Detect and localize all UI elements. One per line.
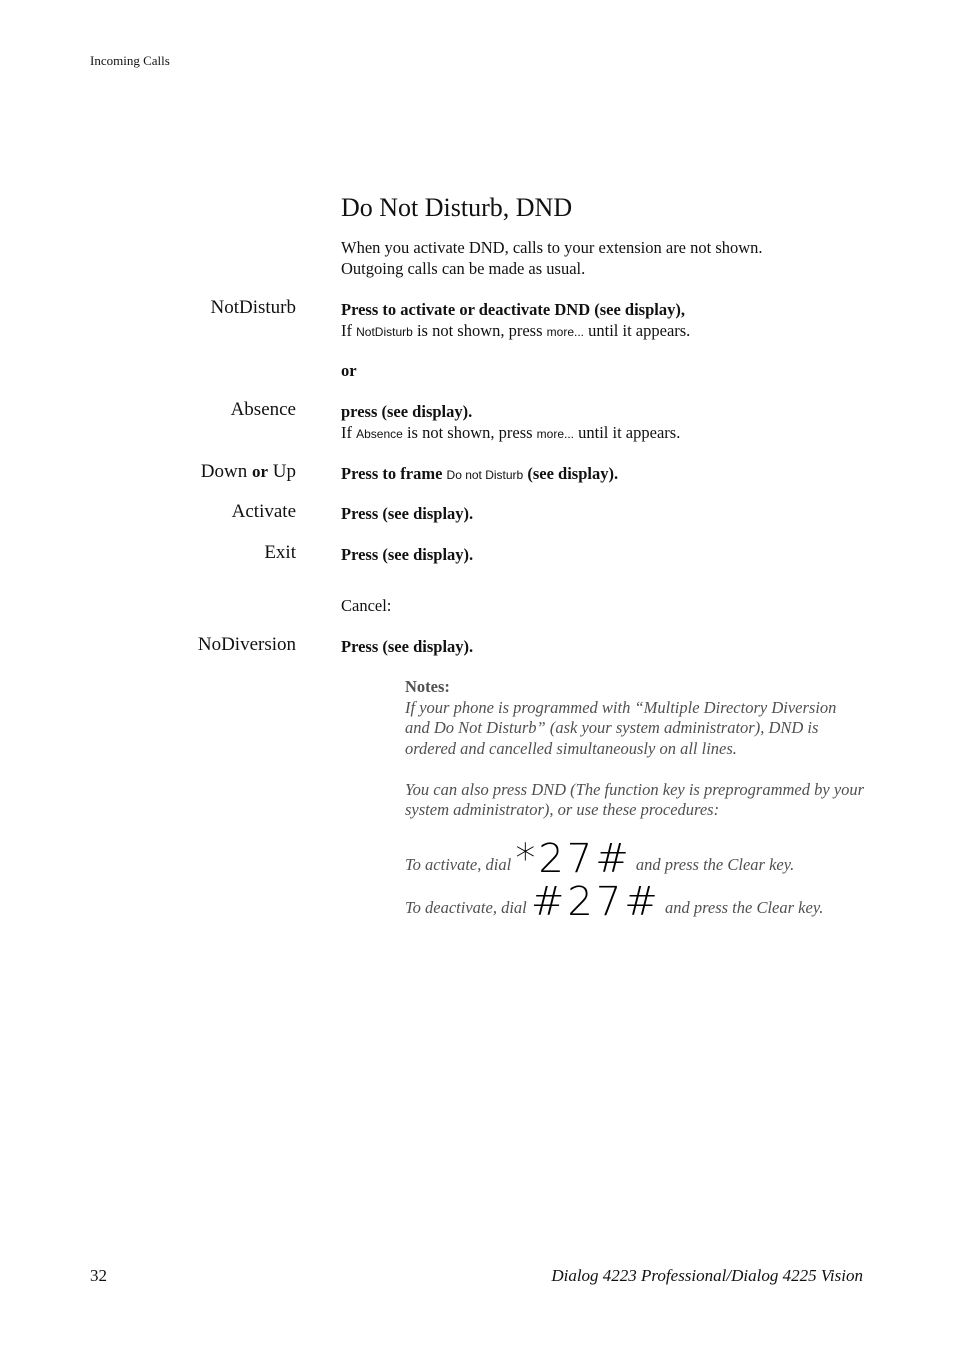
step-absence-hint	[341, 422, 680, 445]
key-activate: Activate	[231, 501, 296, 522]
key-notdisturb: NotDisturb	[210, 297, 296, 318]
hint-suffix: until it appears.	[588, 321, 691, 340]
page-number: 32	[90, 1266, 107, 1285]
display-text-more: more...	[546, 325, 584, 339]
cancel-label: Cancel:	[341, 596, 392, 615]
or-separator: or	[341, 361, 357, 380]
hint-suffix: until it appears.	[578, 423, 681, 442]
hint-middle: is not shown, press	[416, 321, 543, 340]
intro-line-2: Outgoing calls can be made as usual.	[341, 258, 586, 278]
hint-middle: is not shown, press	[406, 423, 533, 442]
running-header: Incoming Calls	[90, 53, 170, 68]
hint-prefix: If	[341, 321, 352, 340]
step-notdisturb	[341, 299, 690, 343]
step-absence-instruction: press (see display).	[341, 402, 473, 421]
code-activate: *27#	[515, 836, 632, 882]
dial-activate-prefix: To activate, dial	[405, 855, 512, 874]
key-down: Down	[200, 461, 248, 482]
intro-text	[341, 238, 763, 279]
dial-deactivate	[405, 879, 823, 925]
step-activate-instruction: Press (see display).	[341, 504, 474, 523]
hint-prefix: If	[341, 423, 352, 442]
notes-block	[405, 677, 865, 821]
key-exit: Exit	[264, 542, 296, 563]
display-text-notdisturb: NotDisturb	[356, 325, 413, 339]
key-down-or-up	[201, 461, 296, 483]
intro-line-1: When you activate DND, calls to your extension are not shown.	[341, 238, 763, 257]
dial-deactivate-suffix: and press the Clear key.	[664, 898, 824, 917]
dial-deactivate-prefix: To deactivate, dial	[405, 898, 527, 917]
notes-heading: Notes:	[405, 677, 450, 696]
display-text-absence: Absence	[356, 427, 403, 441]
key-up: Up	[272, 461, 296, 482]
section-title: Do Not Disturb, DND	[341, 193, 573, 222]
key-nodiversion: NoDiversion	[197, 634, 296, 655]
dial-activate-suffix: and press the Clear key.	[635, 855, 795, 874]
display-text-more: more...	[536, 427, 575, 441]
step-notdisturb-instruction: Press to activate or deactivate DND (see display),	[341, 300, 685, 319]
step-downup-suffix: (see display).	[527, 464, 619, 483]
step-downup	[341, 463, 618, 486]
step-exit-instruction: Press (see display).	[341, 545, 474, 564]
notes-paragraph-2: You can also press DND (The function key is preprogrammed by your system administrator), or use these procedures:	[405, 779, 865, 819]
key-or: or	[251, 462, 269, 481]
step-absence	[341, 401, 680, 445]
footer-title: Dialog 4223 Professional/Dialog 4225 Vision	[551, 1266, 863, 1285]
key-absence: Absence	[230, 399, 296, 420]
code-deactivate: #27#	[530, 879, 661, 925]
step-notdisturb-hint	[341, 320, 690, 343]
notes-paragraph-1: If your phone is programmed with “Multiple Directory Diversion and Do Not Disturb” (ask your system administrator), DND is ordered and cancelled simultaneously on all lines.	[405, 697, 837, 758]
dial-activate	[405, 836, 794, 882]
step-nodiversion-instruction: Press (see display).	[341, 637, 474, 656]
step-downup-prefix: Press to frame	[341, 464, 443, 483]
display-text-do-not-disturb: Do not Disturb	[446, 468, 524, 482]
